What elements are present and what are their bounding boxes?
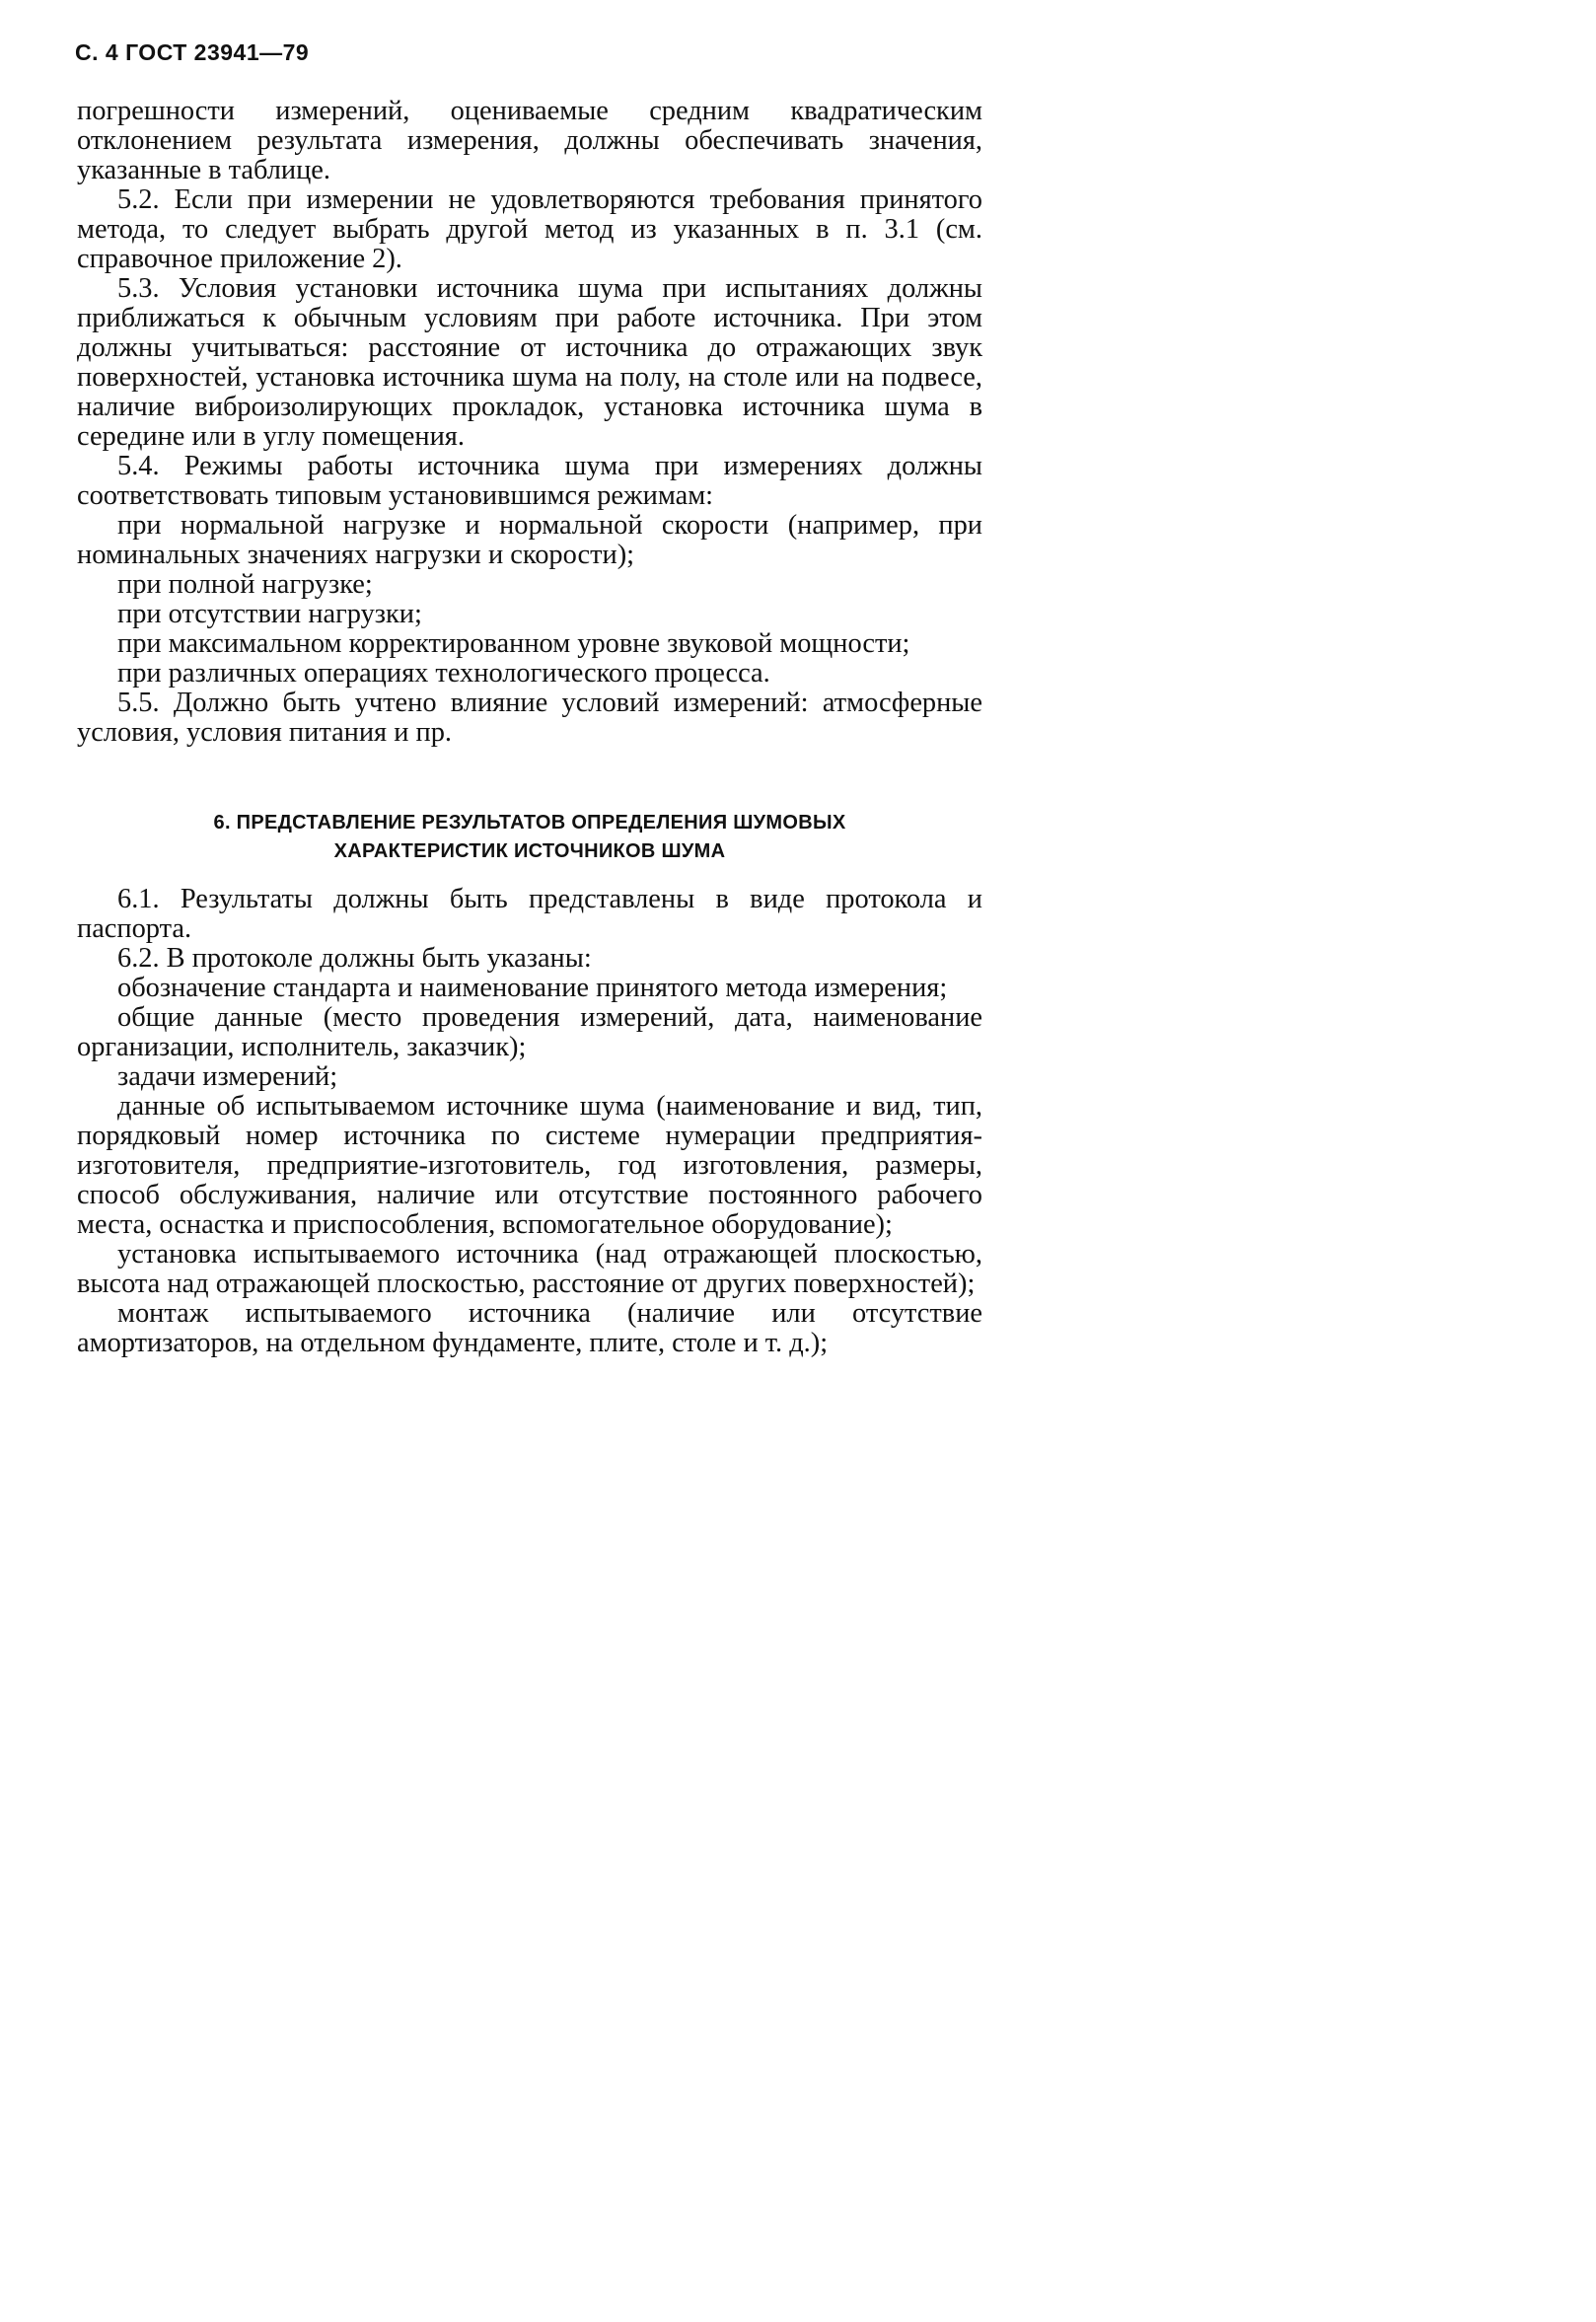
paragraph-6-2: 6.2. В протоколе должны быть указаны: xyxy=(117,943,592,974)
list-item: установка испытываемого источника (над отражающей плоскостью, высота над отражающей плоскостью, расстояние от других поверхностей); xyxy=(77,1239,982,1299)
section-5-body xyxy=(77,97,982,748)
paragraph-5-4: 5.4. Режимы работы источника шума при измерениях должны соответствовать типовым установившимся режимам: xyxy=(77,451,982,511)
paragraph-5-3: 5.3. Условия установки источника шума при испытаниях должны приближаться к обычным условиям при работе источника. При этом должны учитываться: расстояние от источника до отражающих звук поверхностей, установка источника шума на полу, на столе или на подвесе, наличие виброизолирующих прокладок, установка источника шума в середине или в углу помещения. xyxy=(77,273,982,452)
paragraph-5-5: 5.5. Должно быть учтено влияние условий измерений: атмосферные условия, условия питания и пр. xyxy=(77,688,982,748)
section-6-body xyxy=(77,885,982,1358)
list-item: общие данные (место проведения измерений, дата, наименование организации, исполнитель, заказчик); xyxy=(77,1002,982,1062)
list-item: при различных операциях технологического процесса. xyxy=(117,658,770,689)
page-header: С. 4 ГОСТ 23941—79 xyxy=(75,39,310,65)
list-item: задачи измерений; xyxy=(117,1061,338,1092)
section-6-heading xyxy=(77,809,982,866)
list-item: при отсутствии нагрузки; xyxy=(117,599,422,629)
list-item: монтаж испытываемого источника (наличие или отсутствие амортизаторов, на отдельном фундаменте, плите, столе и т. д.); xyxy=(77,1298,982,1358)
document-page xyxy=(0,0,1061,1547)
heading-line: 6. ПРЕДСТАВЛЕНИЕ РЕЗУЛЬТАТОВ ОПРЕДЕЛЕНИЯ ШУМОВЫХ xyxy=(213,812,846,834)
list-item: данные об испытываемом источнике шума (наименование и вид, тип, порядковый номер источника по системе нумерации предприятия-изготовителя, предприятие-изготовитель, год изготовления, размеры, способ обслуживания, наличие или отсутствие постоянного рабочего места, оснастка и приспособления, вспомогательное оборудование); xyxy=(77,1091,982,1240)
list-item: при нормальной нагрузке и нормальной скорости (например, при номинальных значениях нагрузки и скорости); xyxy=(77,510,982,570)
paragraph: погрешности измерений, оцениваемые средним квадратическим отклонением результата измерения, должны обеспечивать значения, указанные в таблице. xyxy=(77,96,982,185)
paragraph-5-2: 5.2. Если при измерении не удовлетворяются требования принятого метода, то следует выбрать другой метод из указанных в п. 3.1 (см. справочное приложение 2). xyxy=(77,184,982,274)
list-item: при полной нагрузке; xyxy=(117,569,373,600)
paragraph-6-1: 6.1. Результаты должны быть представлены в виде протокола и паспорта. xyxy=(77,884,982,944)
list-item: обозначение стандарта и наименование принятого метода измерения; xyxy=(117,973,948,1003)
heading-line: ХАРАКТЕРИСТИК ИСТОЧНИКОВ ШУМА xyxy=(333,840,726,862)
list-item: при максимальном корректированном уровне звуковой мощности; xyxy=(117,628,910,659)
